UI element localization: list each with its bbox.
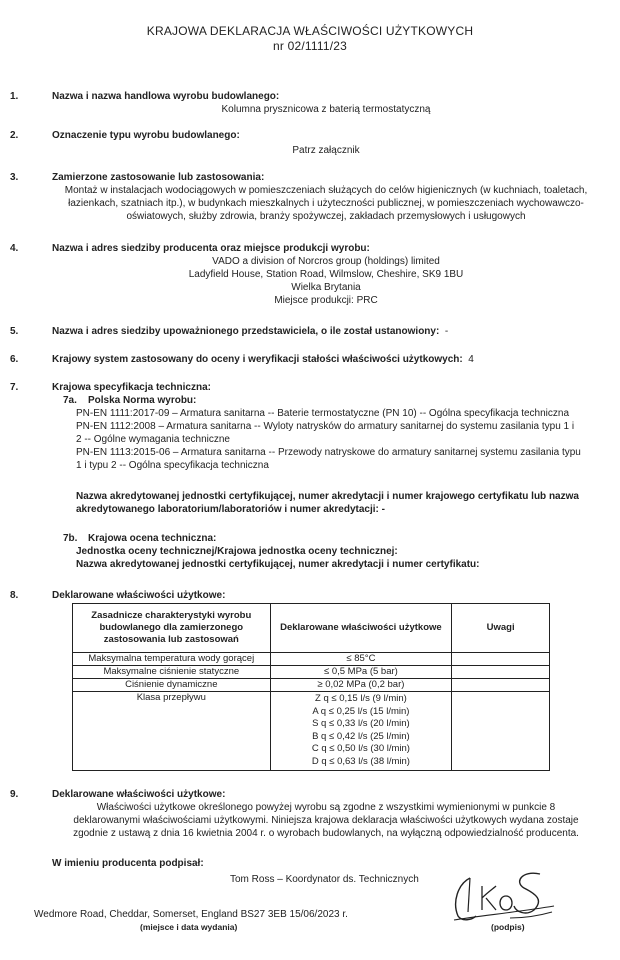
accreditation-note [76, 490, 606, 516]
table-row [73, 692, 550, 771]
type-designation: Patrz załącznik [292, 145, 360, 156]
section-heading: Nazwa i nazwa handlowa wyrobu budowlanego: [52, 91, 280, 102]
remarks-cell [452, 653, 550, 666]
declaration-number: nr 02/1111/23 [273, 39, 347, 53]
intended-use-line: łazienkach, szatniach itp.), w budynkach mieszkalnych i użyteczności publicznej, w pomieszczeniach wychowawczo- [68, 198, 584, 209]
section-heading: Oznaczenie typu wyrobu budowlanego: [52, 130, 240, 141]
property-name: Ciśnienie dynamiczne [73, 679, 271, 692]
flow-class: B q ≤ 0,42 l/s (25 l/min) [312, 730, 410, 742]
standard-line: 1 i typu 2 -- Ogólna specyfikacja techniczna [76, 460, 269, 471]
manufacturer-line: Miejsce produkcji: PRC [274, 295, 378, 306]
flow-class: D q ≤ 0,63 l/s (38 l/min) [311, 755, 410, 767]
table-row [73, 666, 550, 679]
note-line: Nazwa akredytowanej jednostki certyfikującej, numer akredytacji i numer krajowego certyfikatu lub nazwa [76, 491, 579, 502]
property-value: ≤ 0,5 MPa (5 bar) [270, 666, 452, 679]
manufacturer-line: VADO a division of Norcros group (holdings) limited [212, 256, 440, 267]
property-name: Maksymalne ciśnienie statyczne [73, 666, 271, 679]
section-heading: Nazwa i adres siedziby producenta oraz miejsce produkcji wyrobu: [52, 243, 370, 254]
standard-line: 2 -- Ogólne wymagania techniczne [76, 434, 230, 445]
statement-line: deklarowanymi właściwościami użytkowymi. Niniejsza krajowa deklaracja właściwości użytkowych wydana zostaje [73, 815, 579, 826]
section-heading: Krajowa specyfikacja techniczna: [52, 382, 211, 393]
section-heading [52, 353, 474, 366]
heading-text: Nazwa i adres siedziby upoważnionego przedstawiciela, o ile został ustanowiony: [52, 326, 440, 337]
flow-class: S q ≤ 0,33 l/s (20 l/min) [312, 718, 410, 730]
section-number: 8. [10, 590, 19, 601]
place-and-date: Wedmore Road, Cheddar, Somerset, England BS27 3EB 15/06/2023 r. [34, 909, 348, 920]
subsection-label: 7b. [63, 533, 78, 544]
section-heading: Deklarowane właściwości użytkowe: [52, 590, 226, 601]
intended-use-line: Montaż w instalacjach wodociągowych w pomieszczeniach służących do celów higienicznych (w kuchniach, toaletach, [64, 185, 588, 196]
remarks-cell [452, 692, 550, 771]
place-date-caption: (miejsce i data wydania) [140, 922, 238, 932]
assessment-line: Nazwa akredytowanej jednostki certyfikującej, numer akredytacji i numer certyfikatu: [76, 559, 480, 570]
manufacturer-line: Wielka Brytania [291, 282, 361, 293]
column-header: Uwagi [452, 604, 550, 653]
flow-class: A q ≤ 0,25 l/s (15 l/min) [312, 705, 410, 717]
standard-line: PN-EN 1113:2015-06 – Armatura sanitarna -- Przewody natryskowe do armatury sanitarnej systemu zasilania typu [76, 447, 581, 458]
section-number: 6. [10, 354, 19, 365]
section-number: 9. [10, 789, 19, 800]
flow-class: C q ≤ 0,50 l/s (30 l/min) [311, 743, 410, 755]
manufacturer-line: Ladyfield House, Station Road, Wilmslow, Cheshire, SK9 1BU [188, 269, 464, 280]
standard-line: PN-EN 1111:2017-09 – Armatura sanitarna -- Baterie termostatyczne (PN 10) -- Ogólna specyfikacja techniczna [76, 408, 570, 419]
property-name: Maksymalna temperatura wody gorącej [73, 653, 271, 666]
system-value: 4 [468, 354, 474, 365]
heading-text: Krajowy system zastosowany do oceny i weryfikacji stałości właściwości użytkowych: [52, 354, 463, 365]
property-value: ≥ 0,02 MPa (0,2 bar) [270, 679, 452, 692]
flow-class-values [270, 692, 452, 771]
section-heading: Deklarowane właściwości użytkowe: [52, 789, 226, 800]
subsection-heading: Polska Norma wyrobu: [88, 395, 197, 406]
remarks-cell [452, 679, 550, 692]
section-heading: Zamierzone zastosowanie lub zastosowania: [52, 172, 265, 183]
section-number: 5. [10, 326, 19, 337]
statement-line: zgodnie z ustawą z dnia 16 kwietnia 2004 r. o wyrobach budowlanych, na wyłączną odpowiedzialność producenta. [73, 828, 579, 839]
product-name: Kolumna prysznicowa z baterią termostatyczną [221, 104, 431, 115]
assessment-line: Jednostka oceny technicznej/Krajowa jednostka oceny technicznej: [76, 546, 398, 557]
handwritten-signature [448, 866, 558, 928]
subsection-heading: Krajowa ocena techniczna: [88, 533, 217, 544]
representative-value: - [444, 326, 449, 337]
column-header: Zasadnicze charakterystyki wyrobu budowlanego dla zamierzonego zastosowania lub zastosowań [73, 604, 271, 653]
conformity-statement [52, 801, 600, 840]
section-number: 7. [10, 382, 19, 393]
table-row [73, 653, 550, 666]
section-number: 2. [10, 130, 19, 141]
table-header-row [73, 604, 550, 653]
note-line: akredytowanego laboratorium/laboratoriów i numer akredytacji: - [76, 504, 385, 515]
intended-use-line: oświatowych, służby zdrowia, branży spożywczej, zakładach przemysłowych i usługowych [126, 211, 526, 222]
table-row [73, 679, 550, 692]
remarks-cell [452, 666, 550, 679]
section-number: 1. [10, 91, 19, 102]
manufacturer-address [52, 255, 600, 307]
properties-table [72, 603, 550, 771]
document-title [0, 24, 620, 54]
intended-use [52, 184, 600, 223]
section-heading [52, 325, 448, 338]
section-number: 3. [10, 172, 19, 183]
statement-line: Właściwości użytkowe określonego powyżej wyrobu są zgodne z wszystkimi wymienionymi w punkcie 8 [96, 802, 556, 813]
section-number: 4. [10, 243, 19, 254]
signer-name: Tom Ross – Koordynator ds. Technicznych [230, 874, 419, 885]
standards-list [76, 407, 606, 472]
technical-assessment [76, 545, 606, 571]
subsection-label: 7a. [63, 395, 77, 406]
column-header: Deklarowane właściwości użytkowe [270, 604, 452, 653]
title-text: KRAJOWA DEKLARACJA WŁAŚCIWOŚCI UŻYTKOWYCH [146, 24, 474, 38]
property-name: Klasa przepływu [73, 692, 271, 771]
signature-caption: (podpis) [491, 922, 525, 932]
signature-heading: W imieniu producenta podpisał: [52, 858, 204, 869]
flow-class: Z q ≤ 0,15 l/s (9 l/min) [315, 693, 407, 704]
property-value: ≤ 85°C [270, 653, 452, 666]
standard-line: PN-EN 1112:2008 – Armatura sanitarna -- Wyloty natrysków do armatury sanitarnej do systemu zasilania typu 1 i [76, 421, 575, 432]
